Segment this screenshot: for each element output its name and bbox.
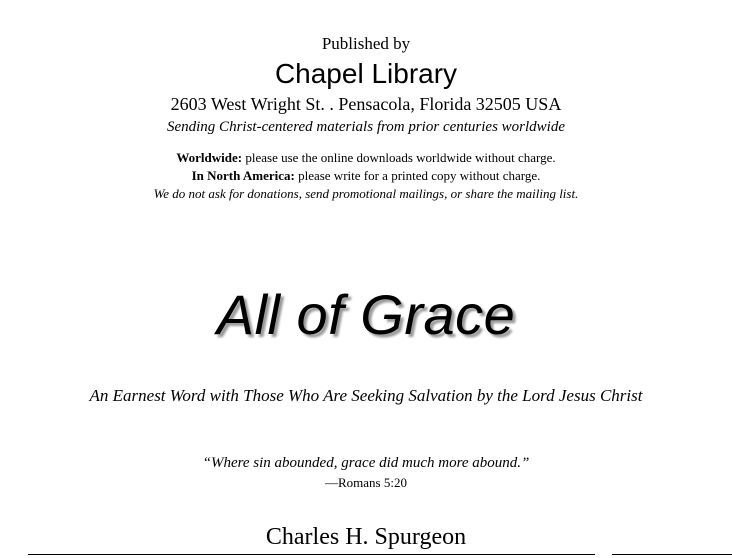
north-america-label: In North America: <box>191 168 295 183</box>
bottom-rule-right <box>612 554 732 555</box>
epigraph-quote: “Where sin abounded, grace did much more abound.” <box>202 455 530 471</box>
publisher-name: Chapel Library <box>274 58 458 89</box>
publisher-address: 2603 West Wright St. . Pensacola, Florida 32505 USA <box>170 94 562 114</box>
book-title: All of Grace <box>216 283 516 346</box>
distribution-notice <box>0 149 732 203</box>
north-america-text: please write for a printed copy without charge. <box>294 168 541 183</box>
epigraph-citation: —Romans 5:20 <box>325 475 407 490</box>
publisher-tagline: Sending Christ-centered materials from prior centuries worldwide <box>166 119 566 135</box>
worldwide-label: Worldwide: <box>176 150 243 165</box>
worldwide-text: please use the online downloads worldwide without charge. <box>242 150 556 165</box>
published-by-label: Published by <box>321 34 411 53</box>
mailing-disclaimer: We do not ask for donations, send promotional mailings, or share the mailing list. <box>153 186 579 201</box>
book-author: Charles H. Spurgeon <box>265 524 467 550</box>
worldwide-notice <box>0 149 732 167</box>
book-subtitle: An Earnest Word with Those Who Are Seeking Salvation by the Lord Jesus Christ <box>89 386 643 405</box>
north-america-notice <box>0 167 732 185</box>
bottom-rule-left <box>28 554 595 555</box>
